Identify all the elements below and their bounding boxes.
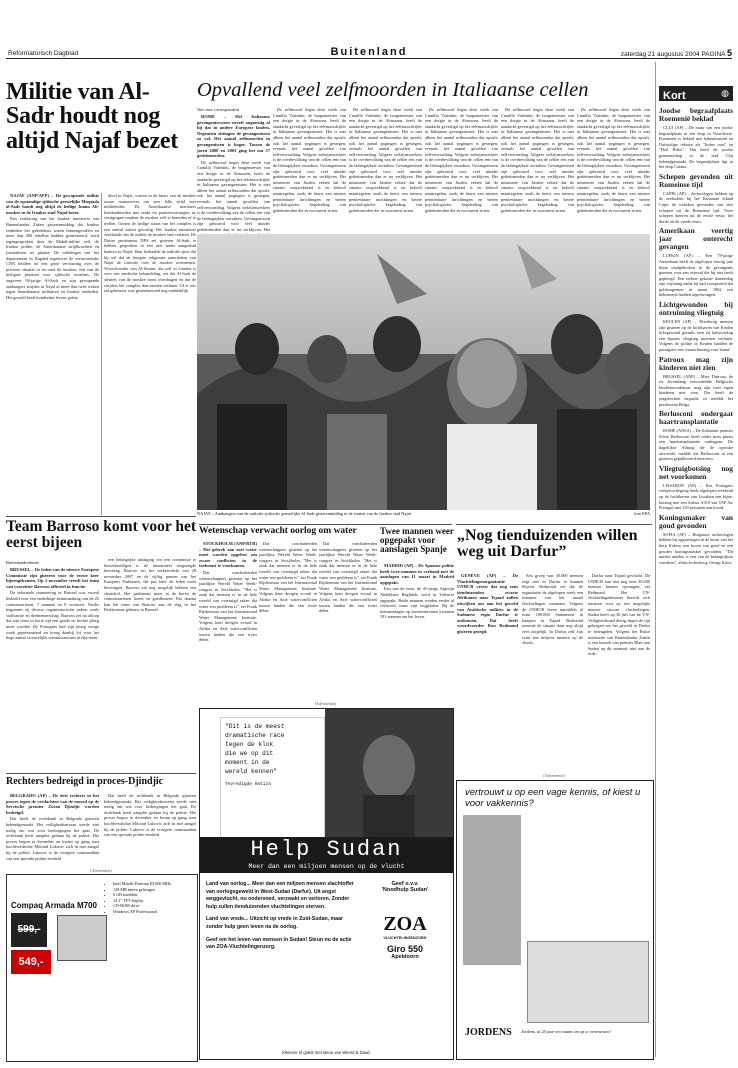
water-col2 <box>259 541 317 701</box>
italy-col4 <box>425 107 498 232</box>
barroso-lead: BRUSSEL – De leden van de nieuwe Europese Commissie zijn gisteren voor de eerste keer bijeengekomen. Op 1 november treedt het team van voorzitter Barroso officieel in functie. <box>6 567 99 589</box>
masthead-paper: Reformatorisch Dagblad <box>8 50 79 57</box>
italy-col1 <box>197 114 270 232</box>
darfur-body-col3: Darfur naar Tsjaad gevlucht. De UNHCR kan niet nog eens 30.000 mensen binnen opvangen, zei Redmond. Het VN-vluchtelingenbureau bereidt zich intussen voor op een mogelijke nieuwe stroom vluchtelingen. Sudan heeft op 30 juli van de VN-Veiligheidsraad dertig dagen de tijd gekregen om het geweld in Darfur te beteugelen. Volgens het Britse ministerie van Buitenlandse Zaken is een bezoek van premier Blair aan Sudan op dit moment niet aan de orde. <box>588 573 650 657</box>
refugee-photo <box>325 709 453 837</box>
kort-title: Kort <box>663 90 686 102</box>
sidebar-rule <box>655 62 656 1057</box>
italy-lead: ROME – Het Italiaanse gevangeniswezen streeft ongunstig af bij dat in andere Europese landen. Negentien zittingen de gevangenissen zo vol. Het aantal zelfmoorden in gevangenissen is hoger. Tussen de jaren 2000 en 2003 ging het om 57 gedetineerden. <box>197 114 270 159</box>
help-sudan-banner <box>200 837 453 873</box>
page-number: 5 <box>726 48 732 58</box>
ad-label: (Advertentie) <box>314 701 337 706</box>
help-sudan-paragraph: Land van oorlog... Meer dan een miljoen mensen slachtoffer van oorlogsgeweld in West-Sudan (Darfur). Uit angst weggevlucht, nu ondervoed, verzwakt en verloren. Zonder hulp zullen tienduizenden vluchtelingen sterven. <box>206 881 354 910</box>
help-sudan-title: Help Sudan <box>250 837 403 862</box>
rechters-col1 <box>6 793 99 865</box>
masthead-page-label: PAGINA <box>701 51 726 58</box>
compaq-spec-item: • CD-ROM drive <box>113 903 199 909</box>
help-sudan-paragraph: Geef om het leven van mensen in Sudan! Steun nu de actie van ZOA-Vluchtelingenzorg. <box>206 936 352 951</box>
quote-block <box>220 717 325 845</box>
water-lead: STOCKHOLM (ANP/RTR) – Het gebrek aan zoet water moet worden opgelost om zware conflicten in de toekomst te voorkomen. <box>199 541 257 569</box>
quote-line: die we op dit <box>225 750 274 757</box>
barroso-col2 <box>104 557 196 763</box>
section-rule <box>6 773 196 774</box>
masthead-date-text: zaterdag 21 augustus 2004 <box>620 51 700 58</box>
sadr-article-col2 <box>104 193 196 515</box>
masthead-section: Buitenland <box>330 46 408 58</box>
masthead-date <box>621 48 732 58</box>
kort-item-headline: Schepen gevonden uit Romeinse tijd <box>659 171 733 189</box>
help-sudan-text <box>206 881 356 957</box>
section-rule <box>6 516 196 517</box>
photo-caption: NAJAF – Aanhangers van de radicale sjiitische geestelijke Al-Sadr gisterenmiddag in de straten van de Iraakse stad Najaf. <box>197 511 413 516</box>
jordens-logo: JORDENS <box>465 1027 512 1038</box>
help-sudan-paragraph: Land van vrede... Uitzicht op vrede in Zuid-Sudan, maar zonder hulp geen leven na de oorlog. <box>206 916 343 930</box>
building-photo <box>527 941 649 1023</box>
italy-body-col5: De zelfmoord begin deze week van Camillo Valentini, de burgemeester van een dorpje in de Abruzzen, heeft de aandacht gevestigd op het zelfmoordcijfer in Italiaanse gevangenissen. Het is niet alleen het aantal zelfmoorden dat opvalt; ook het aantal pogingen is gestegen, evenals het aantal gevallen van zelfverwonding. Volgens welzijnswerkers is de overbevolking van de cellen een van de belangrijkste oorzaken. Gevangenissen zijn gebouwd voor veel minder gedetineerden dan er nu verblijven. Het ministerie van Justitie erkent dat de situatie zorgwekkend is en belooft maatregelen, zoals de bouw van nieuwe penitentiaire inrichtingen en betere psychologische begeleiding van gedetineerden die in voorarrest zitten. <box>501 107 574 213</box>
italy-body-col6: De zelfmoord begin deze week van Camillo Valentini, de burgemeester van een dorpje in de Abruzzen, heeft de aandacht gevestigd op het zelfmoordcijfer in Italiaanse gevangenissen. Het is niet alleen het aantal zelfmoorden dat opvalt; ook het aantal pogingen is gestegen, evenals het aantal gevallen van zelfverwonding. Volgens welzijnswerkers is de overbevolking van de cellen een van de belangrijkste oorzaken. Gevangenissen zijn gebouwd voor veel minder gedetineerden dan er nu verblijven. Het ministerie van Justitie erkent dat de situatie zorgwekkend is en belooft maatregelen, zoals de bouw van nieuwe penitentiaire inrichtingen en betere psychologische begeleiding van gedetineerden die in voorarrest zitten. <box>577 107 650 213</box>
compaq-spec-item: • Windows XP Professional <box>113 909 199 915</box>
kort-item-text: CAPRI (AP) – Archeologen hebben op de zeebodem bij het Italiaanse eiland Capri de wrakken gevonden van drie schepen uit de Romeinse tijd. Twee schepen dateren uit de eerste eeuw, het derde uit de vierde eeuw. <box>659 190 733 224</box>
compaq-spec-item: • Intel Mobile Pentium III 600 MHz <box>113 881 199 887</box>
rechters-col2 <box>104 793 196 865</box>
kort-banner <box>659 86 733 101</box>
kort-item-headline: Vliegtuigbotsing nog net voorkomen <box>659 463 733 481</box>
jordens-footer: Jordens, al 25 jaar een naam om op te vertrouwen! <box>521 1029 611 1034</box>
kort-item-text: CLUJ (AP) – De muur van een joodse begraafplaats in een dorp in Noordwest-Roemenië is beklad met hakenkruizen en Duitstalige teksten als "Joden raus" en "Heil Hitler". Dat heeft de joodse gemeenschap in de stad Cluj bekendgemaakt. De begraafplaats ligt in het dorp Caianu. <box>659 125 733 170</box>
kort-item-text: LISSABON (AP) – Een Portugees verkeersvliegtuig heeft afgelopen weekend op de luchthaven van Lissabon een bijna-botsing met een Airbus A310 van TAP Air Portugal met 139 personen aan boord. <box>659 482 733 511</box>
darfur-headline: „Nog tienduizenden willen weg uit Darfur” <box>457 527 638 561</box>
rechters-headline: Rechters bedreigd in proces-Djindjic <box>6 776 164 787</box>
kort-item-headline: Patroux mag zijn kinderen niet zien <box>659 354 733 372</box>
giro-city: Apeldoorn <box>391 954 419 960</box>
photo-credit: foto EPA <box>633 511 650 516</box>
darfur-body: Een groep van 30.000 mensen zegt niet in Darfur te kunnen blijven. Redmond zei dat de organisatie de afgelopen week een toename van het aantal vluchtelingen waarnam. Volgens de UNHCR leven inmiddels al ruim 180.000 Sudanezen in kampen in Tsjaad. Redmond noemde de situatie daar nog altijd zeer zorgelijk. In Darfur zelf zijn ruim een miljoen mensen op de vlucht. <box>522 573 583 646</box>
help-sudan-ad[interactable] <box>199 708 454 1060</box>
rechters-lead: BELGRADO (AP) – De drie rechters in het proces tegen de verdachten van de moord op de Servische premier Zoran Djindjic worden bedreigd. <box>6 793 99 815</box>
quote-line: wereld kennen" <box>225 768 277 775</box>
zoa-logo: ZOA <box>383 913 427 935</box>
help-sudan-footer: Kleinere of gratis met steun van Weerd & Daad. <box>282 1050 371 1055</box>
darfur-col2 <box>522 573 583 769</box>
italy-col5 <box>501 107 574 232</box>
darfur-lead: GENÈVE (AP) – De Vluchtelingenorganisatie UNHCR vreest dat nog eens tienduizenden zwarte Afrikanen naar Tsjaad zullen uitwijken om aan het geweld van Arabische milities in de Sudanese regio Darfur te ontkomen. Dat heeft woordvoerder Ron Redmond gisteren gezegd. <box>457 573 518 634</box>
compaq-spec-item: • 128 MB intern geheugen <box>113 887 199 893</box>
water-body-col2: Dat concludeerden wetenschappers gisteren op het jaarlijkse Wereld Water Week-congres in Stockholm. "Het is zaak dat mensen er in de hele wereld van overtuigd raken dat water een probleem is", zei Frank Rijsberman van het International Water Management Institute. Volgens hem dreigen vooral in Afrika en Azië waterconflicten tussen landen die een rivier delen. <box>259 541 317 614</box>
kort-item-headline: Koningsmaker van goud gevonden <box>659 512 733 530</box>
quote-line: "Dit is de meest <box>225 723 285 730</box>
compaq-price-old: 599,- <box>11 913 47 947</box>
help-sudan-subtitle: Meer dan een miljoen mensen op de vlucht <box>248 863 405 870</box>
refugee-photo-image <box>325 709 453 837</box>
quote-author: Tevredigde Hatiza <box>225 782 271 787</box>
gift-text: 'Noodhulp Sudan' <box>381 887 429 893</box>
italy-byline: Van onze correspondent <box>197 107 240 112</box>
kort-item-headline: Joodse begraafplaats Roemenië beklad <box>659 106 733 123</box>
compaq-spec-item: • 14.1" TFT display <box>113 898 199 904</box>
sadr-article-col1 <box>6 193 99 515</box>
barroso-byline: Buitenlandredactie <box>6 560 40 565</box>
laptop-icon <box>57 915 107 961</box>
gift-title: Geef o.v.v. <box>391 881 419 887</box>
quote-line: dramatische race <box>225 732 285 739</box>
kort-item-text: ROME (ANSA) – De Italiaanse premier Silvio Berlusconi heeft onder meer plaats een haartransplantatie ondergaan. De dagelijkse Alimag die de operatie uitvoerde, meldde dat Berlusconi in een gisteren gepubliceerd interview. <box>659 428 733 462</box>
water-col1 <box>199 541 257 701</box>
giro-number: Giro 550 <box>386 944 424 954</box>
italy-col3 <box>349 107 422 232</box>
compaq-title: Compaq Armada M700 <box>11 901 97 910</box>
ad-label: (Advertentie) <box>543 773 565 778</box>
compaq-price-new: 549,- <box>11 950 51 974</box>
ad-label: (Advertentie) <box>90 868 112 873</box>
gift-block <box>362 881 448 960</box>
spain-col <box>380 563 454 701</box>
italy-body-col4: De zelfmoord begin deze week van Camillo Valentini, de burgemeester van een dorpje in de Abruzzen, heeft de aandacht gevestigd op het zelfmoordcijfer in Italiaanse gevangenissen. Het is niet alleen het aantal zelfmoorden dat opvalt; ook het aantal pogingen is gestegen, evenals het aantal gevallen van zelfverwonding. Volgens welzijnswerkers is de overbevolking van de cellen een van de belangrijkste oorzaken. Gevangenissen zijn gebouwd voor veel minder gedetineerden dan er nu verblijven. Het ministerie van Justitie erkent dat de situatie zorgwekkend is en belooft maatregelen, zoals de bouw van nieuwe penitentiaire inrichtingen en betere psychologische begeleiding van gedetineerden die in voorarrest zitten. <box>425 107 498 213</box>
kort-item-headline: Berlusconi ondergaat haartransplantatie <box>659 409 733 427</box>
quote-line: moment in de <box>225 759 270 766</box>
sadr-lead: NAJAF (ANP/AFP) – De gewapende militie van de opstandige sjiitische geestelijke Moqtada al-Sadr houdt nog altijd de heilige Imam Ali-moskee in de Iraakse stad Najaf bezet. <box>6 193 99 215</box>
zoa-sub: VLUCHTELINGENZORG <box>383 936 427 940</box>
water-headline: Wetenschap verwacht oorlog om water <box>199 526 357 536</box>
spain-body: Een van de twee, de 41-jarige Algerijn Abdelkrim Beghdali, werd in Valencia opgepakt. Beide mannen werden eerder al verhoord, maar zijn vrijgelaten. Bij de bomaanslagen op forensentreinen kwamen 191 mensen om het leven. <box>380 586 454 620</box>
najaf-photo <box>197 234 650 510</box>
sadr-body: Een verklaring van het Iraakse ministerie van Binnenlandse Zaken gisterenmiddag dat Iraakse eenheden het gebedshuis waren binnengevallen en meer dan 400 rebellen hadden gearresteerd, werd tegengesproken door de Mahdi-militie zelf, de Iraakse politie, de Amerikaanse strijdkrachten en journalisten ter plaatse. De uitlatingen van het departement in Bagdad tegenover de nieuwszender CNN leidden tot een grote verwarring over de precieze situatie in en rond de moskee, een van de heiligste plaatsen voor sjiitische moslims. De ongeveer 30-jarige Al-Sadr en zijn gewapende aanhangers strijden in Najaf al meer dan twee weken tegen Amerikaanse militairen en Iraakse eenheden. Het geweld heeft honderden levens geëist. <box>6 216 99 300</box>
globe-icon: ◍ <box>721 88 729 98</box>
quote-line: tegen de klok <box>225 741 274 748</box>
barroso-body: De informele ontmoeting in Brussel was vooral bedoeld voor een onderlinge kennismaking van de 25 commissarissen, 7 mannen en 8 vrouwen. Verder begonnen zij diverse organisatorische zaken, zoals staffunctie en deelnemerschap. Barroso zei na afloop dat zijn team in korte tijd een goede en hechte ploeg moet worden. De Portugees had zijn ploeg vorige week gepresenteerd en kreeg daarbij lof voor het hoge aantal vrouwelijke commissarissen in zijn team. <box>6 590 99 641</box>
column-rule <box>101 193 102 515</box>
spain-lead: MADRID (AP) – De Spaanse politie heeft twee mannen in verband met de aanslagen van 11 maart in Madrid opgepakt. <box>380 563 454 585</box>
barroso-body-col2: een belangrijke uitdaging om een commissie te bewerkstelligen is de momenteel toegezegde bezetting. Barroso zei het verkeerslicht van 28 november 2007 en de vijftig punten van het Europees Parlement, die pas later de leden moet bevestigen. Barroso zal nog mogelijk hebben een sleutelrol. Het parlement moet in de herfst de commissarissen horen en goedkeuren. Pas daarna kan het team van Barroso aan de slag in het Berlaymont-gebouw in Brussel. <box>104 557 196 613</box>
kort-item-text: LUFKIN (AP) – Een 79-jarige Amerikaan heeft de afgelopen veertig jaar bijna onafgebroken in de gevangenis gezeten voor een overval die hij niet heeft gepleegd. Een rechter gelastte donderdag zijn vrijlating nadat bij had voorgesteld dat politieagenten in maart 1962 een bekentenis hadden afgedwongen. <box>659 253 733 298</box>
rechters-body: Dat heeft de rechtbank in Belgrado gisteren bekendgemaakt. Het veiligheidsniveau werde niet nodig om wat voor bedreigingen het gaat. De rechtbank heeft aangifte gedaan bij de politie. Het proces begon in december en kwam op gang toen hoofdverdachte Milorad Lukovic zich in mei aangaf bij de politie. Lukovic is de vroegere commandant van een speciale politie-eenheid. <box>6 816 99 861</box>
rechters-body-col2: Dat heeft de rechtbank in Belgrado gisteren bekendgemaakt. Het veiligheidsniveau werde niet nodig om wat voor bedreigingen het gaat. De rechtbank heeft aangifte gedaan bij de politie. Het proces begon in december en kwam op gang toen hoofdverdachte Milorad Lukovic zich in mei aangaf bij de politie. Lukovic is de vroegere commandant van een speciale politie-eenheid. <box>104 793 196 838</box>
kort-item-text: SOFIA (AP) – Bulgaarse archeologen hebben bij opgravingen in de buurt van het dorp Kalovo een kroon van goud en een gouden koningsmasker gevonden. "Dit unieke masker is een van de belangrijkste vondsten", aldus archeoloog Georgi Kitov. <box>659 531 733 565</box>
darfur-col3 <box>588 573 650 769</box>
photo-caption-row <box>197 511 650 516</box>
kort-list <box>659 104 733 1062</box>
kort-item-text: BRUSSEL (ANP) – Marc Dutroux, de tot levenslang veroordeelde Belgische kindermoordenaar, mag zijn twee eigen kinderen niet zien. Dat heeft de jeugdrechter bepaald, zo meldde het persbureau Belga. <box>659 373 733 407</box>
compaq-spec-item: • 6 GB harddisk <box>113 892 199 898</box>
masthead-rule <box>6 58 732 59</box>
italy-body-col2: De zelfmoord begin deze week van Camillo Valentini, de burgemeester van een dorpje in de Abruzzen, heeft de aandacht gevestigd op het zelfmoordcijfer in Italiaanse gevangenissen. Het is niet alleen het aantal zelfmoorden dat opvalt; ook het aantal pogingen is gestegen, evenals het aantal gevallen van zelfverwonding. Volgens welzijnswerkers is de overbevolking van de cellen een van de belangrijkste oorzaken. Gevangenissen zijn gebouwd voor veel minder gedetineerden dan er nu verblijven. Het ministerie van Justitie erkent dat de situatie zorgwekkend is en belooft maatregelen, zoals de bouw van nieuwe penitentiaire inrichtingen en betere psychologische begeleiding van gedetineerden die in voorarrest zitten. <box>273 107 346 213</box>
italy-col2 <box>273 107 346 232</box>
person-photo <box>463 815 521 965</box>
italy-body-col3: De zelfmoord begin deze week van Camillo Valentini, de burgemeester van een dorpje in de Abruzzen, heeft de aandacht gevestigd op het zelfmoordcijfer in Italiaanse gevangenissen. Het is niet alleen het aantal zelfmoorden dat opvalt; ook het aantal pogingen is gestegen, evenals het aantal gevallen van zelfverwonding. Volgens welzijnswerkers is de overbevolking van de cellen een van de belangrijkste oorzaken. Gevangenissen zijn gebouwd voor veel minder gedetineerden dan er nu verblijven. Het ministerie van Justitie erkent dat de situatie zorgwekkend is en belooft maatregelen, zoals de bouw van nieuwe penitentiaire inrichtingen en betere psychologische begeleiding van gedetineerden die in voorarrest zitten. <box>349 107 422 213</box>
barroso-col1 <box>6 567 99 763</box>
italy-headline: Opvallend veel zelfmoorden in Italiaanse cellen <box>197 79 589 101</box>
sadr-headline: Militie van Al-Sadr houdt nog altijd Najaf bezet <box>6 79 178 154</box>
kort-item-headline: Amerikaan veertig jaar onterecht gevangen <box>659 226 733 252</box>
kort-item-headline: Lichtgewonden bij ontruiming vliegtuig <box>659 300 733 318</box>
italy-body: De zelfmoord begin deze week van Camillo Valentini, de burgemeester van een dorpje in de Abruzzen, heeft de aandacht gevestigd op het zelfmoordcijfer in Italiaanse gevangenissen. Het is niet alleen het aantal zelfmoorden dat opvalt; ook het aantal pogingen is gestegen, evenals het aantal gevallen van zelfverwonding. Volgens welzijnswerkers is de overbevolking van de cellen een van de belangrijkste oorzaken. Gevangenissen zijn gebouwd voor veel minder gedetineerden dan er nu verblijven. Het <box>197 159 270 232</box>
jordens-headline: vertrouwt u op een vage kennis, of kiest u voor vakkennis? <box>465 787 641 809</box>
section-rule <box>199 524 452 525</box>
kort-item-text: KEULEN (AP) – Driedertig mensen zijn gisteren op de luchthaven van Keulen lichtgewond geraakt toen zij halsoverkop een Spaans vliegtuig moesten verlaten. Volgens de politie in Keulen hadden de passagiers een waarschuwing voor brand. <box>659 319 733 353</box>
water-body-col3: Dat concludeerden wetenschappers gisteren op het jaarlijkse Wereld Water Week-congres in Stockholm. "Het is zaak dat mensen er in de hele wereld van overtuigd raken dat water een probleem is", zei Frank Rijsberman van het International Water Management Institute. Volgens hem dreigen vooral in Afrika en Azië waterconflicten tussen landen die een rivier delen. <box>319 541 377 614</box>
najaf-photo-image <box>197 234 650 510</box>
compaq-ad[interactable] <box>6 874 198 1062</box>
section-rule <box>456 524 652 525</box>
water-body: Dat concludeerden wetenschappers gisteren op het jaarlijkse Wereld Water Week-congres in Stockholm. "Het is zaak dat mensen er in de hele wereld van overtuigd raken dat water een probleem is", zei Frank Rijsberman van het International Water Management Institute. Volgens hem dreigen vooral in Afrika en Azië waterconflicten tussen landen die een rivier delen. <box>199 569 257 643</box>
barroso-headline: Team Barroso komt voor het eerst bijeen <box>6 518 197 551</box>
jordens-ad[interactable] <box>456 780 654 1060</box>
spain-headline: Twee mannen weer opgepakt voor aanslagen Spanje <box>380 526 454 555</box>
sadr-body-col2: dood in Najaf, voeren in de buurt van de moskee zware manoeuvres om zeer felle strijd met militieleden. De Amerikaanse mariniers bombardeerden met tanks en pantservoertuigen in, vestigingen rondom de moskee zelf te betreden of te treffen. Gezien de heilige status van het complex is een aanval uiterst gevoelig. Het Iraakse ministerie verklaarde dat de militie de moskee had verlaten. De Duitse persbureau DPA zei gisteren Al-Sadr te hebben gesproken in een niet nader aangeduid kantoor in Najaf. Daar herhaalde de radicale sjiiet dat hij wil dat de hoogste religieuze autoriteiten van Najaf de controle over de moskee overnemen. Woordvoerder van Al-Sistani, die zelf in Londen is voor een medische behandeling, zei dat Al-Sadr de sleutels van de moskee moet overdragen en dat de strijders het complex dan moeten verlaten. Of er iets zal gebeuren, was gisterenavond nog onduidelijk. <box>104 193 196 294</box>
compaq-specs <box>107 881 199 915</box>
darfur-col1 <box>457 573 518 769</box>
italy-col6 <box>577 107 650 232</box>
water-col3 <box>319 541 377 701</box>
